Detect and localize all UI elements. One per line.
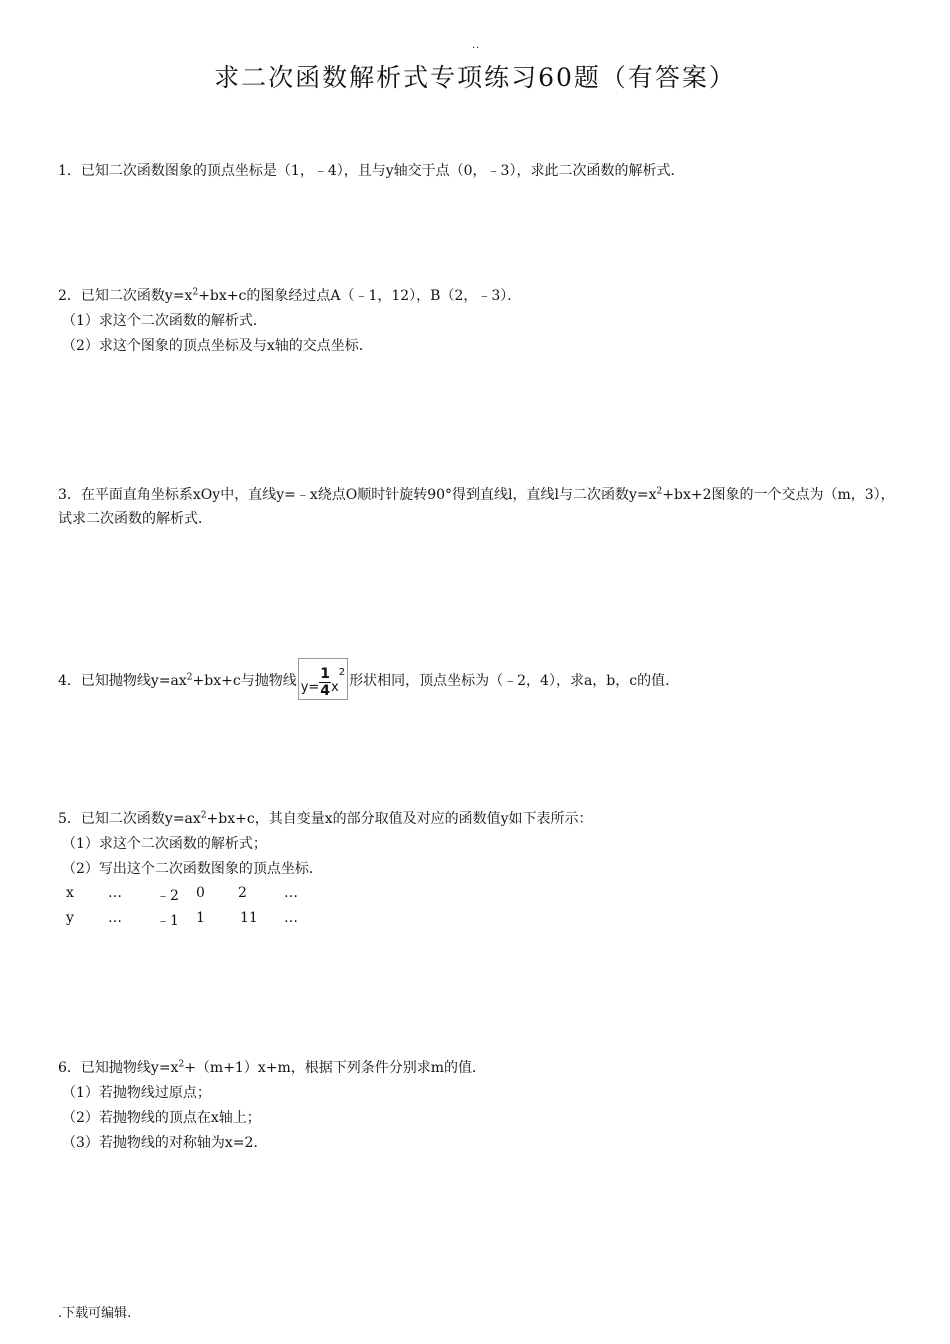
- superscript: 2: [656, 486, 663, 497]
- question-6-b: +（m+1）x+m，根据下列条件分别求m的值．: [184, 1060, 487, 1076]
- question-2-stem-b: +bx+c的图象经过点A（﹣1，12），B（2，﹣3）．: [198, 288, 522, 304]
- page-footer: .下载可编辑.: [58, 1306, 132, 1321]
- question-2-stem-a: 2．已知二次函数y=x: [58, 288, 193, 304]
- question-5-a: 5．已知二次函数y=ax: [58, 811, 201, 827]
- fraction: [319, 666, 331, 700]
- formula-x: x: [331, 679, 339, 695]
- question-5-stem: [58, 810, 593, 828]
- table-cell: 1: [196, 910, 205, 926]
- superscript: 2: [200, 810, 207, 821]
- question-2-part-1: （1）求这个二次函数的解析式．: [62, 313, 267, 329]
- page-title: 求二次函数解析式专项练习60题（有答案）: [214, 63, 736, 92]
- table-cell: 0: [196, 885, 205, 901]
- fraction-denominator: 4: [320, 682, 331, 699]
- table-cell: …: [108, 885, 122, 901]
- superscript: 2: [178, 1059, 185, 1070]
- question-3-b: +bx+2图象的一个交点为（m，3），试求二次函数的解析式．: [58, 487, 895, 527]
- question-6-a: 6．已知抛物线y=x: [58, 1060, 179, 1076]
- superscript: 2: [192, 287, 199, 298]
- table-cell: x: [66, 885, 74, 901]
- formula-exponent: 2: [338, 667, 346, 678]
- question-3-a: 3．在平面直角坐标系xOy中，直线y=﹣x绕点O顺时针旋转90°得到直线l，直线l与二次函数y=x: [58, 487, 657, 503]
- table-cell: ﹣1: [156, 913, 179, 929]
- question-1: 1．已知二次函数图象的顶点坐标是（1，﹣4），且与y轴交于点（0，﹣3），求此二次函数的解析式．: [58, 163, 685, 179]
- question-5-part-2: （2）写出这个二次函数图象的顶点坐标．: [62, 861, 323, 877]
- question-6-part-1: （1）若抛物线过原点；: [62, 1085, 211, 1101]
- table-cell: y: [66, 910, 74, 926]
- top-mark: ..: [472, 40, 481, 51]
- question-4-a: 4．已知抛物线y=ax: [58, 673, 187, 689]
- question-3: [58, 483, 898, 531]
- question-2-part-2: （2）求这个图象的顶点坐标及与x轴的交点坐标．: [62, 338, 373, 354]
- question-6-part-2: （2）若抛物线的顶点在x轴上；: [62, 1110, 261, 1126]
- question-6-part-3: （3）若抛物线的对称轴为x=2．: [62, 1135, 268, 1151]
- formula-y: y=: [300, 679, 320, 695]
- question-6-stem: [58, 1059, 486, 1077]
- table-cell: …: [284, 885, 298, 901]
- question-5-b: +bx+c，其自变量x的部分取值及对应的函数值y如下表所示：: [206, 811, 593, 827]
- question-2-stem: [58, 287, 521, 305]
- question-4-b: +bx+c与抛物线: [192, 673, 297, 689]
- table-cell: ﹣2: [156, 888, 179, 904]
- table-cell: 2: [238, 885, 247, 901]
- table-cell: …: [284, 910, 298, 926]
- superscript: 2: [186, 672, 193, 683]
- table-cell: …: [108, 910, 122, 926]
- fraction-numerator: 1: [320, 665, 331, 682]
- question-5-part-1: （1）求这个二次函数的解析式；: [62, 836, 267, 852]
- question-4: [58, 660, 679, 702]
- formula-image: [298, 658, 348, 700]
- table-cell: 11: [240, 910, 258, 926]
- question-4-c: 形状相同，顶点坐标为（﹣2，4），求a，b，c的值．: [349, 673, 680, 689]
